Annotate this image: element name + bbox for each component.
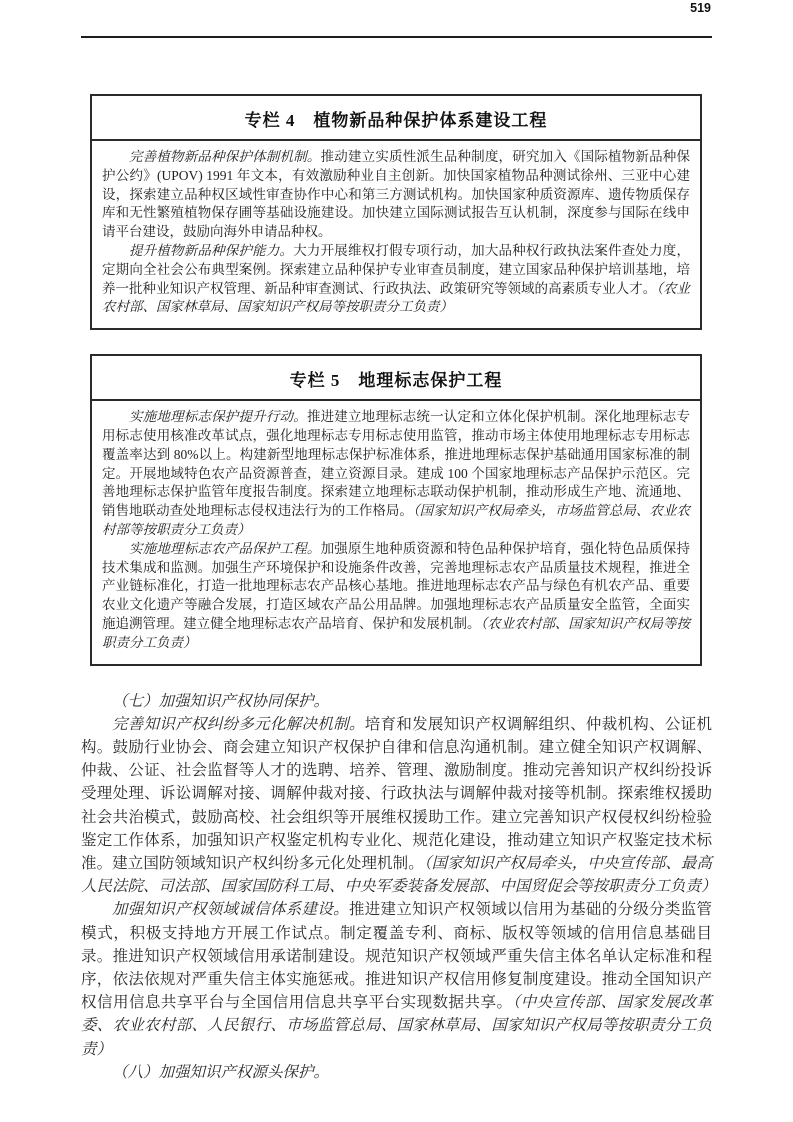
paragraph-body: 推动建立实质性派生品种制度，研究加入《国际植物新品种保护公约》(UPOV) 1991 年文本，有效激励种业自主创新。加快国家植物品种测试徐州、三亚中心建设，探索建立品种权区域性审查协作中心和第三方测试机构。加快国家种质资源库、遗传物质保存库和无性繁殖植物保存圃等基础设施建设。加快建立国际测试报告互认机制，深度参与国际在线申请平台建设，鼓励向海外申请品种权。: [102, 149, 690, 240]
panel-title-box4: 专栏 4 植物新品种保护体系建设工程: [92, 96, 700, 141]
paragraph-lead: 加强知识产权领域诚信体系建设。: [112, 901, 349, 919]
box4-paragraph-2: [102, 242, 690, 317]
panel-title-box5: 专栏 5 地理标志保护工程: [92, 356, 700, 401]
panel-special-column-4: [90, 94, 702, 330]
main-paragraph-2: [81, 898, 712, 1060]
section-heading-7: （七）加强知识产权协同保护。: [112, 692, 330, 710]
main-paragraph-1: [81, 713, 717, 899]
panel-body-box5: [92, 401, 700, 663]
paragraph-lead: 完善植物新品种保护体制机制。: [129, 149, 321, 164]
main-body-text: [81, 690, 717, 1084]
paragraph-attribution: （农业农村部、国家知识产权局等按职责分工负责）: [102, 615, 691, 650]
paragraph-attribution: （国家知识产权局牵头，市场监管总局、农业农村部等按职责分工负责）: [102, 503, 691, 537]
panel-special-column-5: [90, 354, 702, 665]
paragraph-attribution: （国家知识产权局牵头，中央宣传部、最高人民法院、司法部、国家国防科工局、中央军委装备发展部、中国贸促会等按职责分工负责）: [81, 854, 717, 896]
panel-body-box4: [92, 141, 700, 328]
paragraph-lead: 实施地理标志保护提升行动。: [129, 409, 307, 425]
paragraph-lead: 实施地理标志农产品保护工程。: [129, 540, 321, 556]
paragraph-body: 推进建立地理标志统一认定和立体化保护机制。深化地理标志专用标志使用核准改革试点，强化地理标志专用标志使用监管，推动市场主体使用地理标志专用标志覆盖率达到 80%以上。构建新型地理标志保护标准体系，推进地理标志保护基础通用国家标准的制定。开展地域特色农产品资源普查，建立资源目录。建成 100 个国家地理标志产品保护示范区。完善地理标志保护监管年度报告制度。探索建立地理标志联动保护机制，推动形成生产地、流通地、销售地联动查处地理标志侵权违法行为的工作格局。: [102, 409, 690, 519]
paragraph-body: 培育和发展知识产权调解组织、仲裁机构、公证机构。鼓励行业协会、商会建立知识产权保护自律和信息沟通机制。建立健全知识产权调解、仲裁、公证、社会监督等人才的选聘、培养、管理、激励制度。推动完善知识产权纠纷投诉受理处理、诉讼调解对接、调解仲裁对接、行政执法与调解仲裁对接等机制。探索维权援助社会共治模式，鼓励高校、社会组织等开展维权援助工作。建立完善知识产权侵权纠纷检验鉴定工作体系，加强知识产权鉴定机构专业化、规范化建设，推动建立知识产权鉴定技术标准。建立国防领域知识产权纠纷多元化处理机制。: [81, 715, 712, 872]
paragraph-lead: 提升植物新品种保护能力。: [129, 242, 294, 258]
box5-paragraph-1: [102, 408, 690, 540]
section-heading-8: （八）加强知识产权源头保护。: [112, 1063, 330, 1081]
paragraph-lead: 完善知识产权纠纷多元化解决机制。: [112, 715, 365, 733]
page-number: 519: [690, 1, 711, 15]
paragraph-body: 加强原生地种质资源和特色品种保护培育，强化特色品质保持技术集成和监测。加强生产环境保护和设施条件改善，完善地理标志农产品质量技术规程，推进全产业链标准化，打造一批地理标志农产品核心基地。推进地理标志农产品与绿色有机农产品、重要农业文化遗产等融合发展，打造区域农产品公用品牌。加强地理标志农产品质量安全监管，全面实施追溯管理。建立健全地理标志农产品培育、保护和发展机制。: [102, 540, 690, 631]
paragraph-attribution: （中央宣传部、国家发展改革委、农业农村部、人民银行、市场监管总局、国家林草局、国家知识产权局等按职责分工负责）: [81, 994, 712, 1058]
box5-paragraph-2: [102, 540, 690, 653]
paragraph-body: 推进建立知识产权领域以信用为基础的分级分类监管模式，积极支持地方开展工作试点。制定覆盖专利、商标、版权等领域的信用信息基础目录。推进知识产权领域信用承诺制建设。规范知识产权领域严重失信主体名单认定标准和程序，依法依规对严重失信主体实施惩戒。推进知识产权信用修复制度建设。推动全国知识产权信用信息共享平台与全国信用信息共享平台实现数据共享。: [81, 901, 712, 1012]
page-content: [81, 94, 717, 1084]
paragraph-body: 大力开展维权打假专项行动，加大品种权行政执法案件查处力度，定期向全社会公布典型案例。探索建立品种保护专业审查员制度，建立国家品种保护培训基地，培养一批种业知识产权管理、新品种审查测试、行政执法、政策研究等领域的高素质专业人才。: [102, 242, 690, 296]
box4-paragraph-1: [102, 148, 690, 242]
paragraph-attribution: （农业农村部、国家林草局、国家知识产权局等按职责分工负责）: [102, 280, 691, 315]
header-rule: [81, 36, 712, 38]
